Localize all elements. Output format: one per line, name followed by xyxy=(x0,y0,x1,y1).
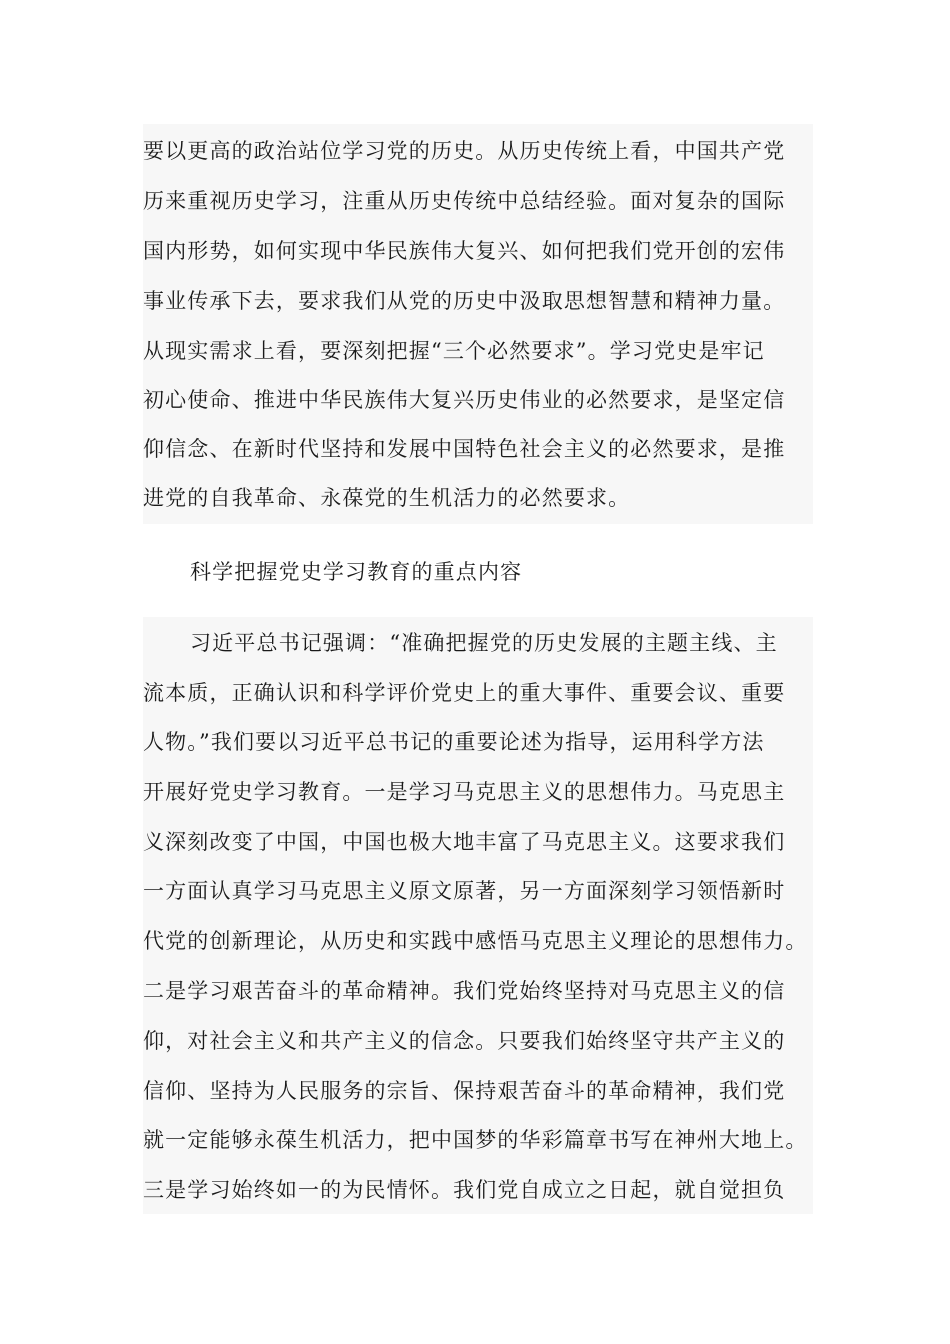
paragraph-line: 进党的自我革命、永葆党的生机活力的必然要求。 xyxy=(143,486,631,510)
paragraph-line: 仰，对社会主义和共产主义的信念。只要我们始终坚守共产主义的 xyxy=(143,1029,786,1053)
paragraph-line: 就一定能够永葆生机活力，把中国梦的华彩篇章书写在神州大地上。 xyxy=(143,1128,808,1152)
paragraph-line: 习近平总书记强调：“准确把握党的历史发展的主题主线、主 xyxy=(190,631,778,655)
paragraph-line: 流本质，正确认识和科学评价党史上的重大事件、重要会议、重要 xyxy=(143,681,786,705)
paragraph-line: 国内形势，如何实现中华民族伟大复兴、如何把我们党开创的宏伟 xyxy=(143,239,786,263)
paragraph-line: 要以更高的政治站位学习党的历史。从历史传统上看，中国共产党 xyxy=(143,139,786,163)
paragraph-line: 人物。”我们要以习近平总书记的重要论述为指导，运用科学方法 xyxy=(143,730,765,754)
paragraph-line: 仰信念、在新时代坚持和发展中国特色社会主义的必然要求，是推 xyxy=(143,437,786,461)
paragraph-line: 一方面认真学习马克思主义原文原著，另一方面深刻学习领悟新时 xyxy=(143,879,786,903)
paragraph-line: 代党的创新理论，从历史和实践中感悟马克思主义理论的思想伟力。 xyxy=(143,929,808,953)
paragraph-line: 历来重视历史学习，注重从历史传统中总结经验。面对复杂的国际 xyxy=(143,189,786,213)
paragraph-line: 三是学习始终如一的为民情怀。我们党自成立之日起，就自觉担负 xyxy=(143,1178,786,1202)
section-heading: 科学把握党史学习教育的重点内容 xyxy=(190,560,523,584)
paragraph-2 xyxy=(143,617,813,1214)
paragraph-line: 事业传承下去，要求我们从党的历史中汲取思想智慧和精神力量。 xyxy=(143,289,786,313)
paragraph-line: 信仰、坚持为人民服务的宗旨、保持艰苦奋斗的革命精神，我们党 xyxy=(143,1079,786,1103)
paragraph-line: 二是学习艰苦奋斗的革命精神。我们党始终坚持对马克思主义的信 xyxy=(143,979,786,1003)
paragraph-line: 初心使命、推进中华民族伟大复兴历史伟业的必然要求，是坚定信 xyxy=(143,388,786,412)
paragraph-line: 从现实需求上看，要深刻把握“三个必然要求”。学习党史是牢记 xyxy=(143,339,765,363)
paragraph-line: 开展好党史学习教育。一是学习马克思主义的思想伟力。马克思主 xyxy=(143,780,786,804)
paragraph-1 xyxy=(143,124,813,524)
paragraph-line: 义深刻改变了中国，中国也极大地丰富了马克思主义。这要求我们 xyxy=(143,830,786,854)
